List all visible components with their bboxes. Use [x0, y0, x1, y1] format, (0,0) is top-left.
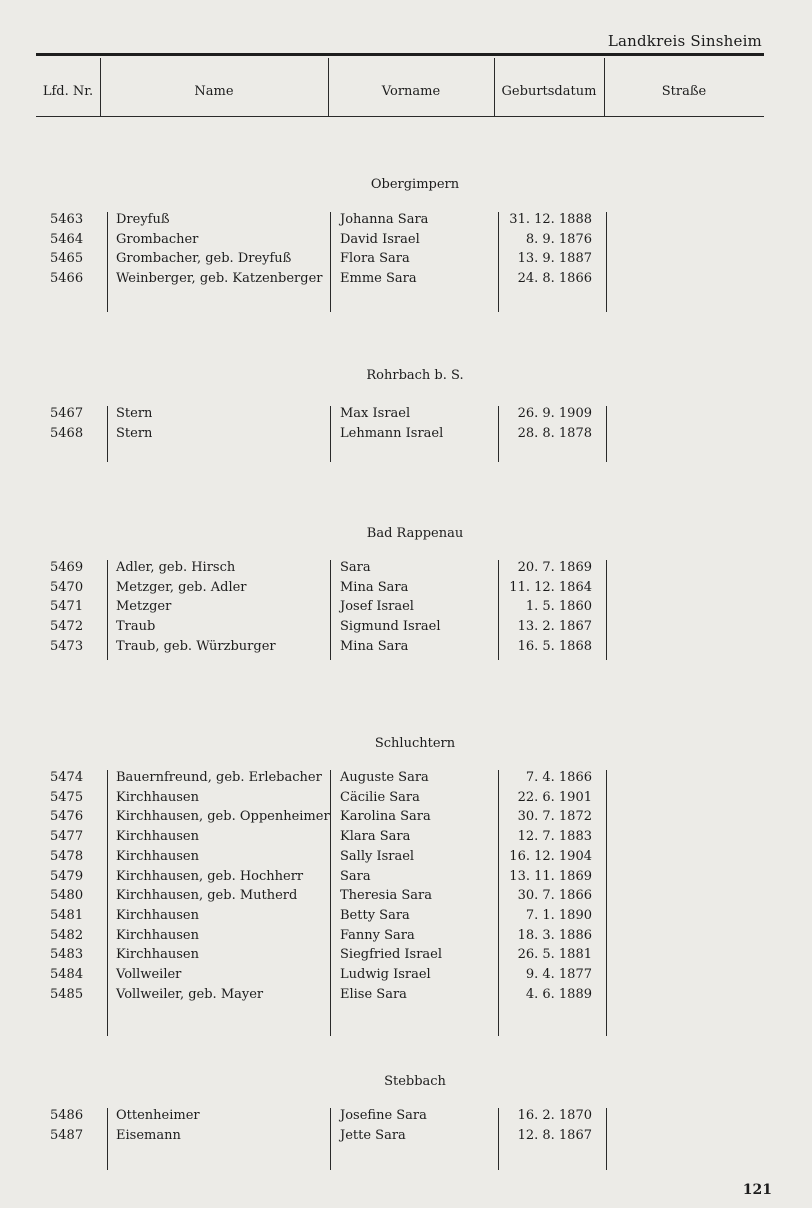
row-name: Weinberger, geb. Katzenberger — [116, 271, 323, 287]
row-name: Kirchhausen, geb. Oppenheimer — [116, 809, 330, 825]
row-name: Vollweiler, geb. Mayer — [116, 986, 264, 1002]
section-title: Bad Rappenau — [366, 526, 464, 541]
row-number: 5476 — [50, 809, 84, 825]
row-vorname: Max Israel — [340, 406, 411, 421]
page-header: Landkreis Sinsheim — [607, 32, 762, 50]
row-name: Stern — [116, 406, 153, 421]
row-number: 5467 — [50, 406, 84, 421]
table-row — [0, 617, 812, 637]
row-number: 5478 — [50, 848, 84, 864]
row-number: 5471 — [50, 599, 84, 615]
row-name: Dreyfuß — [116, 212, 170, 227]
row-number: 5480 — [50, 888, 84, 904]
row-number: 5465 — [50, 251, 84, 267]
row-vorname: Josefine Sara — [340, 1108, 427, 1123]
row-name: Kirchhausen, geb. Mutherd — [116, 888, 298, 904]
row-name: Kirchhausen — [116, 789, 199, 805]
column-rule — [606, 770, 607, 1036]
table-row — [0, 807, 812, 827]
row-number: 5473 — [50, 638, 84, 654]
table-row — [0, 926, 812, 946]
row-vorname: Sara — [340, 560, 371, 575]
table-row — [0, 597, 812, 617]
row-number: 5479 — [50, 868, 84, 884]
row-vorname: Flora Sara — [340, 251, 410, 267]
row-geburtsdatum: 16. 2. 1870 — [517, 1108, 592, 1123]
row-geburtsdatum: 26. 9. 1909 — [517, 406, 592, 421]
row-number: 5487 — [50, 1127, 84, 1143]
table-row — [0, 827, 812, 847]
row-vorname: Siegfried Israel — [340, 947, 443, 963]
row-geburtsdatum: 13. 11. 1869 — [509, 868, 592, 884]
row-number: 5464 — [50, 231, 84, 247]
row-vorname: Jette Sara — [340, 1127, 406, 1143]
page-number: 121 — [742, 1182, 772, 1198]
table-row — [0, 788, 812, 808]
table-row — [0, 1126, 812, 1146]
table-row — [0, 404, 812, 424]
column-rule — [330, 1108, 331, 1170]
column-rule — [330, 560, 331, 660]
column-rule — [606, 406, 607, 462]
column-rule — [107, 770, 108, 1036]
row-geburtsdatum: 30. 7. 1866 — [517, 888, 592, 904]
row-name: Metzger, geb. Adler — [116, 579, 247, 595]
table-row — [0, 558, 812, 578]
row-number: 5468 — [50, 425, 84, 441]
row-number: 5482 — [50, 927, 84, 943]
col-head-vorname: Vorname — [381, 83, 441, 99]
row-geburtsdatum: 9. 4. 1877 — [525, 967, 592, 982]
column-rule — [107, 1108, 108, 1170]
column-rule — [498, 1108, 499, 1170]
row-vorname: Fanny Sara — [340, 927, 415, 943]
row-geburtsdatum: 22. 6. 1901 — [517, 789, 592, 805]
row-number: 5466 — [50, 271, 84, 287]
row-name: Grombacher — [116, 231, 199, 247]
row-geburtsdatum: 13. 2. 1867 — [517, 619, 592, 635]
column-rule — [606, 560, 607, 660]
row-number: 5484 — [50, 967, 84, 982]
row-geburtsdatum: 8. 9. 1876 — [525, 231, 592, 247]
row-vorname: Sara — [340, 868, 371, 884]
row-name: Ottenheimer — [116, 1108, 200, 1123]
col-head-geburtsdatum: Geburtsdatum — [501, 83, 597, 99]
row-vorname: Karolina Sara — [340, 809, 431, 825]
section-title: Stebbach — [384, 1074, 446, 1089]
row-geburtsdatum: 28. 8. 1878 — [517, 425, 592, 441]
col-separator — [328, 58, 329, 116]
row-name: Kirchhausen — [116, 907, 199, 923]
table-row — [0, 230, 812, 250]
row-number: 5463 — [50, 212, 84, 227]
header-rule-top — [36, 53, 764, 56]
row-vorname: Emme Sara — [340, 271, 417, 287]
row-name: Kirchhausen — [116, 829, 199, 845]
row-number: 5477 — [50, 829, 84, 845]
column-rule — [498, 212, 499, 312]
row-geburtsdatum: 7. 1. 1890 — [525, 907, 592, 923]
table-row — [0, 867, 812, 887]
table-row — [0, 965, 812, 985]
row-name: Vollweiler — [116, 967, 182, 982]
row-number: 5474 — [50, 770, 84, 785]
row-vorname: Lehmann Israel — [340, 425, 444, 441]
table-row — [0, 768, 812, 788]
table-row — [0, 847, 812, 867]
header-rule-bottom — [36, 116, 764, 117]
row-vorname: Johanna Sara — [340, 212, 429, 227]
column-rule — [606, 1108, 607, 1170]
row-number: 5469 — [50, 560, 84, 575]
table-row — [0, 578, 812, 598]
column-rule — [498, 406, 499, 462]
row-geburtsdatum: 11. 12. 1864 — [509, 579, 592, 595]
column-rule — [107, 212, 108, 312]
row-geburtsdatum: 13. 9. 1887 — [517, 251, 592, 267]
row-name: Kirchhausen — [116, 927, 199, 943]
row-name: Metzger — [116, 599, 172, 615]
row-vorname: Klara Sara — [340, 829, 411, 845]
table-row — [0, 249, 812, 269]
table-row — [0, 424, 812, 444]
row-geburtsdatum: 20. 7. 1869 — [517, 560, 592, 575]
table-row — [0, 886, 812, 906]
section-title: Schluchtern — [374, 736, 456, 751]
row-vorname: Sigmund Israel — [340, 619, 441, 635]
row-geburtsdatum: 1. 5. 1860 — [525, 599, 592, 615]
col-head-name: Name — [194, 83, 234, 99]
row-geburtsdatum: 18. 3. 1886 — [517, 927, 592, 943]
column-rule — [498, 770, 499, 1036]
row-name: Bauernfreund, geb. Erlebacher — [116, 770, 322, 785]
table-row — [0, 210, 812, 230]
row-number: 5472 — [50, 619, 84, 635]
row-geburtsdatum: 24. 8. 1866 — [517, 271, 592, 287]
table-row — [0, 269, 812, 289]
row-vorname: David Israel — [340, 231, 420, 247]
column-rule — [107, 560, 108, 660]
section-title: Rohrbach b. S. — [366, 368, 464, 383]
table-row — [0, 1106, 812, 1126]
row-geburtsdatum: 30. 7. 1872 — [517, 809, 592, 825]
col-head-nr: Lfd. Nr. — [42, 83, 94, 99]
row-name: Traub, geb. Würzburger — [116, 638, 276, 654]
column-rule — [107, 406, 108, 462]
row-geburtsdatum: 31. 12. 1888 — [509, 212, 592, 227]
row-geburtsdatum: 7. 4. 1866 — [525, 770, 592, 785]
table-row — [0, 945, 812, 965]
column-rule — [330, 406, 331, 462]
row-geburtsdatum: 16. 12. 1904 — [509, 848, 592, 864]
row-name: Eisemann — [116, 1127, 181, 1143]
row-number: 5485 — [50, 986, 84, 1002]
row-geburtsdatum: 12. 8. 1867 — [517, 1127, 592, 1143]
col-separator — [604, 58, 605, 116]
row-vorname: Ludwig Israel — [340, 967, 431, 982]
table-row — [0, 985, 812, 1005]
row-geburtsdatum: 26. 5. 1881 — [517, 947, 592, 963]
row-name: Kirchhausen — [116, 947, 199, 963]
row-geburtsdatum: 16. 5. 1868 — [517, 638, 592, 654]
row-vorname: Cäcilie Sara — [340, 789, 420, 805]
row-number: 5486 — [50, 1108, 84, 1123]
row-name: Kirchhausen — [116, 848, 199, 864]
column-rule — [498, 560, 499, 660]
row-geburtsdatum: 4. 6. 1889 — [525, 986, 592, 1002]
column-rule — [330, 212, 331, 312]
row-name: Adler, geb. Hirsch — [116, 560, 236, 575]
row-vorname: Mina Sara — [340, 638, 409, 654]
row-vorname: Sally Israel — [340, 848, 415, 864]
row-vorname: Elise Sara — [340, 986, 407, 1002]
section-title: Obergimpern — [370, 177, 460, 192]
row-vorname: Mina Sara — [340, 579, 409, 595]
col-separator — [100, 58, 101, 116]
column-rule — [330, 770, 331, 1036]
column-rule — [606, 212, 607, 312]
row-name: Grombacher, geb. Dreyfuß — [116, 251, 292, 267]
col-separator — [494, 58, 495, 116]
col-head-strasse: Straße — [661, 83, 707, 99]
row-name: Stern — [116, 425, 153, 441]
row-number: 5481 — [50, 907, 84, 923]
row-name: Traub — [116, 619, 156, 635]
row-number: 5470 — [50, 579, 84, 595]
row-number: 5483 — [50, 947, 84, 963]
row-name: Kirchhausen, geb. Hochherr — [116, 868, 304, 884]
row-vorname: Betty Sara — [340, 907, 410, 923]
table-row — [0, 637, 812, 657]
row-vorname: Auguste Sara — [340, 770, 429, 785]
table-row — [0, 906, 812, 926]
row-vorname: Theresia Sara — [340, 888, 432, 904]
row-number: 5475 — [50, 789, 84, 805]
row-vorname: Josef Israel — [340, 599, 414, 615]
row-geburtsdatum: 12. 7. 1883 — [517, 829, 592, 845]
